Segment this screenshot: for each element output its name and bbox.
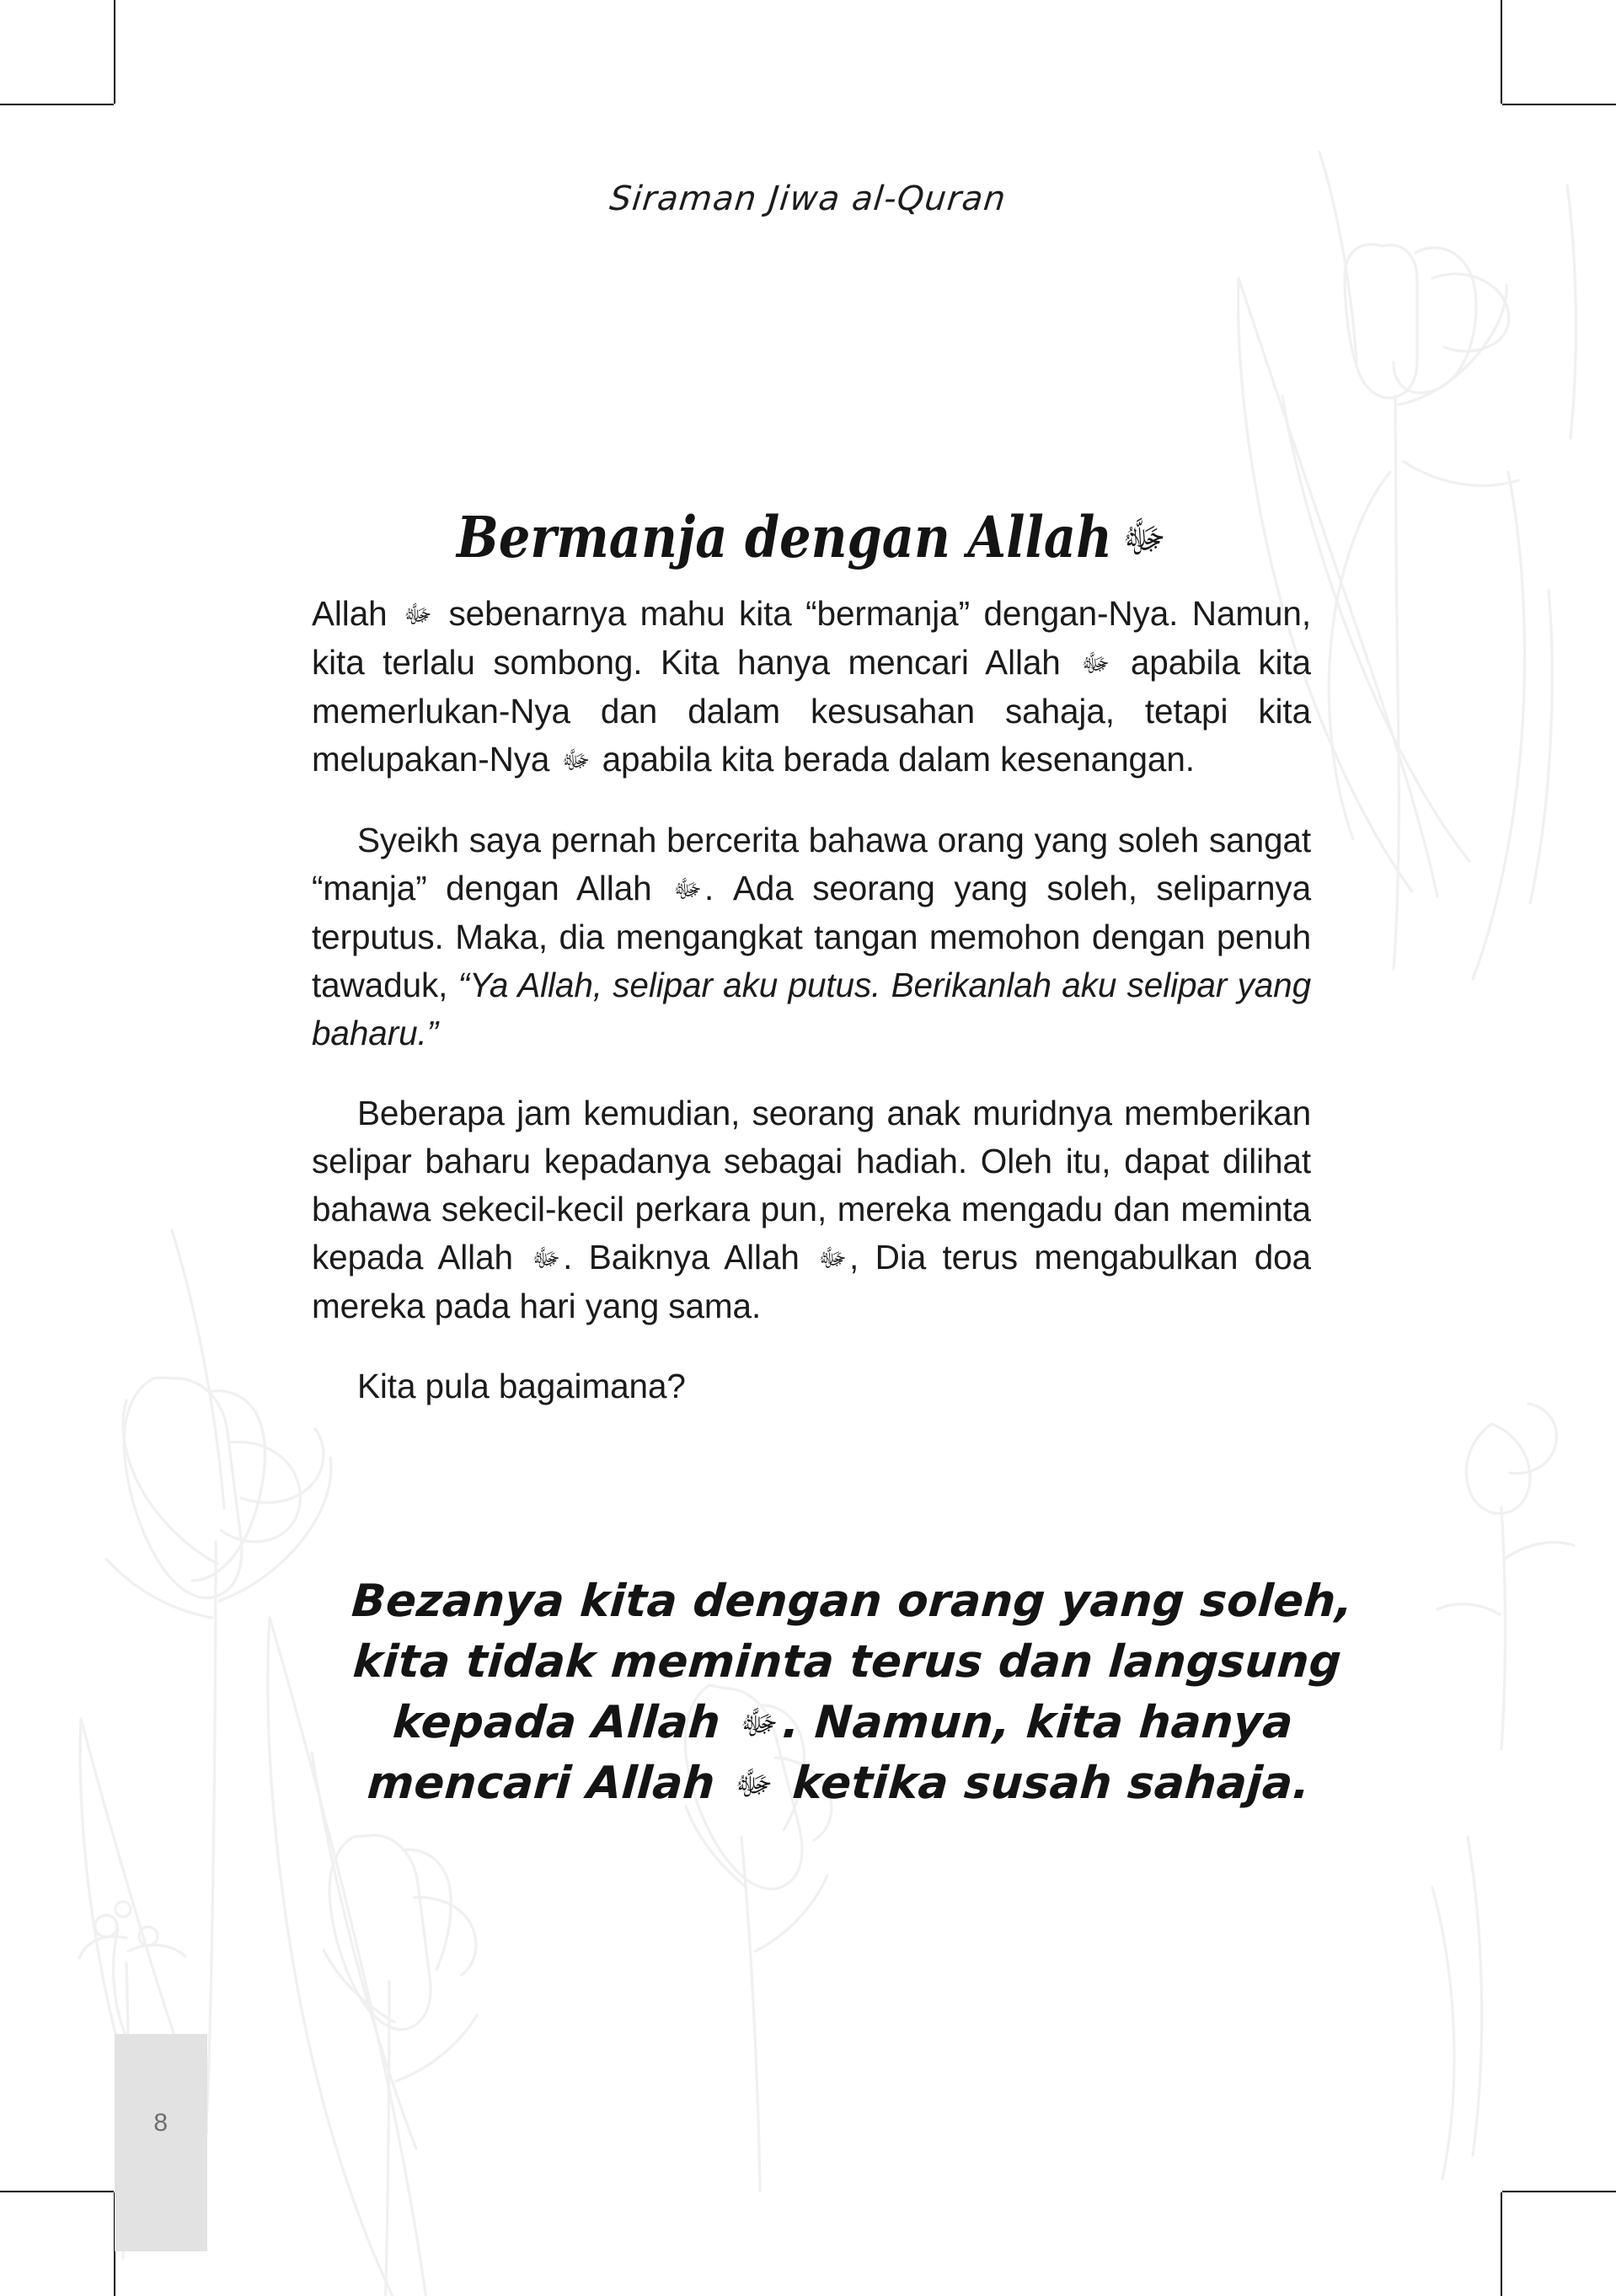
crop-mark-bottom-right-horizontal bbox=[1502, 2191, 1616, 2192]
pull-quote-line bbox=[337, 1753, 1340, 1814]
running-head: Siraman Jiwa al-Quran bbox=[607, 179, 1009, 218]
allah-honorific-glyph-icon: ﷻ bbox=[1081, 649, 1110, 678]
text-run: . Ada seorang yang soleh, seliparnya terputus. Maka, dia mengangkat tangan memohon dengan penuh tawaduk, bbox=[312, 869, 1312, 1004]
quoted-supplication: “Ya Allah, selipar aku putus. Berikanlah aku selipar yang baharu.” bbox=[312, 966, 1311, 1052]
text-run: . Baiknya Allah bbox=[563, 1238, 816, 1276]
text-run: sebenarnya mahu kita “bermanja” dengan-Nya. Namun, kita terlalu sombong. Kita hanya mencari Allah bbox=[312, 594, 1311, 682]
text-run: mencari Allah bbox=[366, 1758, 733, 1809]
crop-mark-bottom-right-vertical bbox=[1501, 2192, 1502, 2296]
pull-quote-line bbox=[345, 1632, 1349, 1693]
text-run: , Dia terus mengabulkan doa mereka pada hari yang sama. bbox=[312, 1238, 1311, 1325]
allah-honorific-glyph-icon: ﷻ bbox=[561, 746, 591, 775]
allah-honorific-glyph-icon: ﷻ bbox=[532, 1244, 561, 1273]
crop-mark-top-right-horizontal bbox=[1502, 104, 1616, 105]
text-run: Beberapa jam kemudian, seorang anak muridnya memberikan selipar baharu kepadanya sebagai hadiah. Oleh itu, dapat dilihat bahawa sekecil-kecil perkara pun, mereka mengadu dan meminta kepada Allah bbox=[312, 1094, 1311, 1276]
allah-honorific-glyph-icon: ﷻ bbox=[1122, 511, 1166, 563]
body-paragraph bbox=[312, 590, 1311, 784]
text-run: ketika susah sahaja. bbox=[775, 1758, 1312, 1809]
allah-honorific-glyph-icon: ﷻ bbox=[673, 875, 702, 904]
page-number: 8 bbox=[153, 2109, 169, 2137]
text-run: kepada Allah bbox=[391, 1697, 738, 1748]
text-run: Kita pula bagaimana? bbox=[357, 1367, 686, 1405]
body-paragraph bbox=[312, 816, 1311, 1057]
crop-mark-top-left-horizontal bbox=[0, 104, 114, 105]
body-text-column bbox=[312, 590, 1311, 1410]
body-paragraph bbox=[312, 1089, 1311, 1330]
text-run: Bezanya kita dengan orang yang soleh, bbox=[350, 1576, 1355, 1627]
allah-honorific-glyph-icon: ﷻ bbox=[404, 600, 432, 629]
body-paragraph bbox=[312, 1362, 1311, 1410]
page-number-tab bbox=[115, 2034, 207, 2251]
crop-mark-top-right-vertical bbox=[1501, 0, 1502, 104]
text-run: kita tidak meminta terus dan langsung bbox=[351, 1636, 1344, 1688]
allah-honorific-glyph-icon: ﷻ bbox=[733, 1764, 774, 1803]
pull-quote-line bbox=[341, 1693, 1345, 1753]
chapter-title bbox=[372, 504, 1251, 574]
chapter-title-text: Bermanja dengan Allah bbox=[457, 503, 1112, 570]
text-run: apabila kita berada dalam kesenangan. bbox=[592, 740, 1195, 779]
text-run: apabila kita memerlukan-Nya dan dalam kesusahan sahaja, tetapi kita melupakan-Nya bbox=[312, 643, 1311, 779]
text-run: . Namun, kita hanya bbox=[780, 1697, 1295, 1748]
allah-honorific-glyph-icon: ﷻ bbox=[818, 1244, 847, 1273]
text-run: Syeikh saya pernah bercerita bahawa orang yang soleh sangat “manja” dengan Allah bbox=[312, 821, 1311, 907]
crop-mark-bottom-left-horizontal bbox=[0, 2191, 114, 2192]
text-run: Allah bbox=[312, 594, 402, 633]
pull-quote-line bbox=[350, 1571, 1353, 1632]
allah-honorific-glyph-icon: ﷻ bbox=[738, 1704, 780, 1742]
pull-quote bbox=[337, 1571, 1353, 1814]
crop-mark-top-left-vertical bbox=[114, 0, 115, 104]
